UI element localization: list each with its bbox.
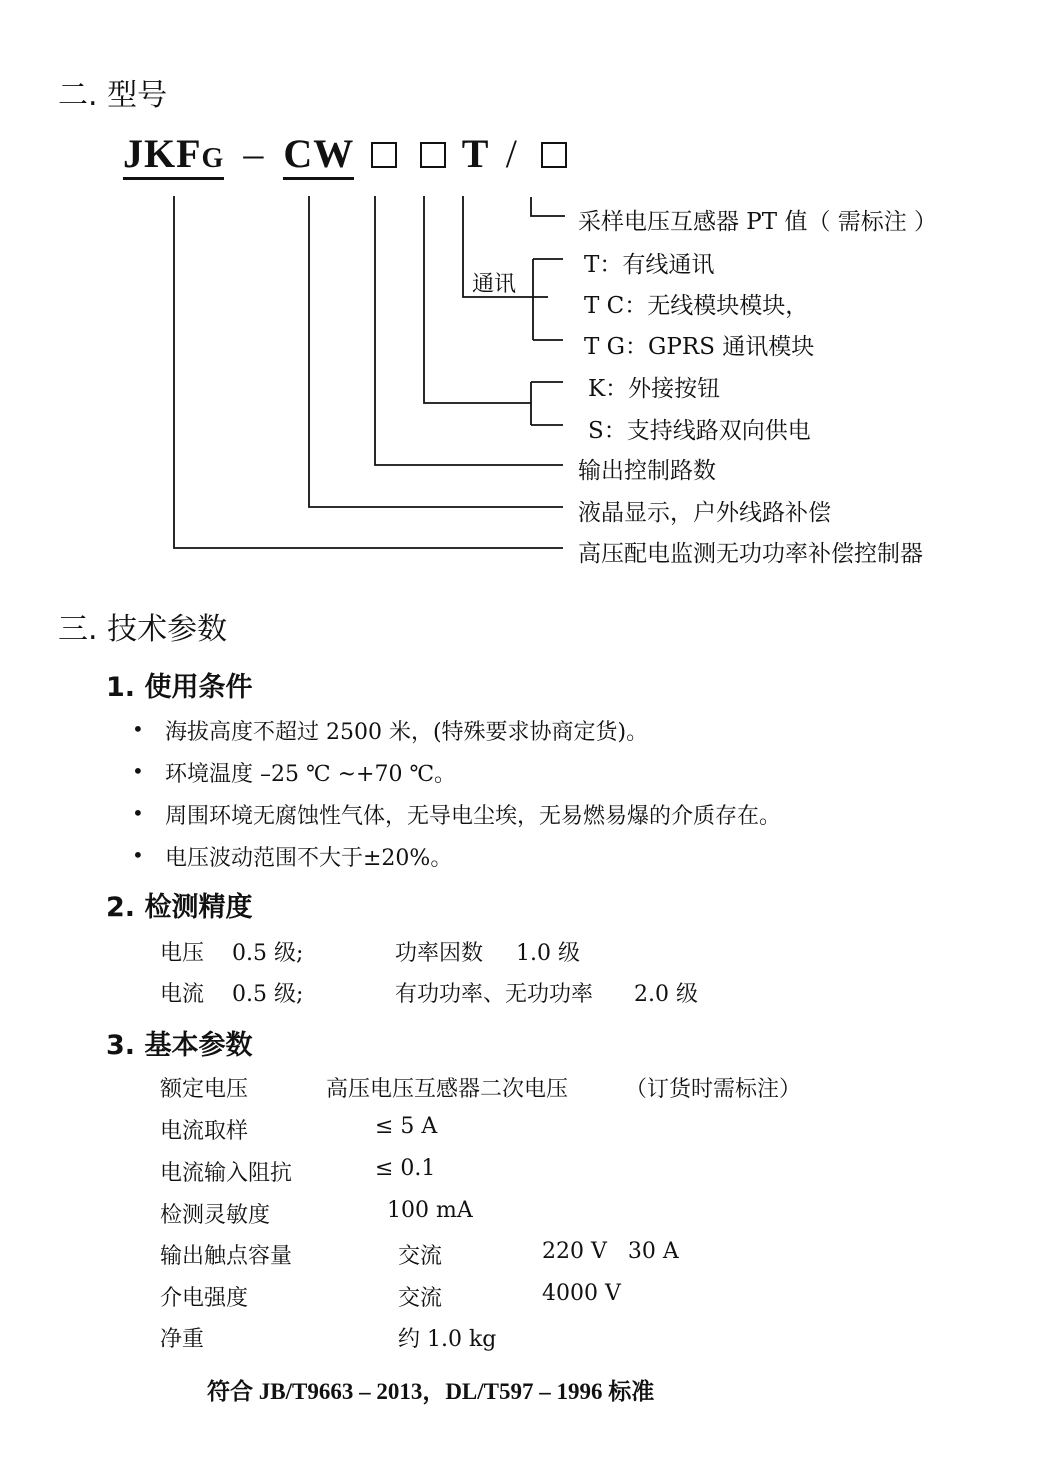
diagram-label-lcd: 液晶显示，户外线路补偿 xyxy=(578,500,831,526)
param-key: 额定电压 xyxy=(160,1077,249,1102)
accuracy-cell: 1.0 级 xyxy=(516,941,580,966)
param-value: 约 1.0 kg xyxy=(398,1327,497,1352)
diagram-label-s: S：支持线路双向供电 xyxy=(588,418,811,444)
model-code-cw: CW xyxy=(283,131,353,180)
conditions-title: 1. 使用条件 xyxy=(106,672,253,703)
diagram-label-output: 输出控制路数 xyxy=(578,458,716,484)
param-key: 净重 xyxy=(160,1327,205,1352)
bullet: • xyxy=(132,759,144,783)
standard-compliance: 符合 JB/T9663 – 2013，DL/T597 – 1996 标准 xyxy=(207,1379,655,1404)
param-value: ≤ 5 A xyxy=(375,1114,438,1139)
condition-item: 环境温度 –25 ℃ ~+70 ℃。 xyxy=(165,762,457,787)
param-key: 介电强度 xyxy=(160,1286,249,1311)
section-title-model: 二. 型号 xyxy=(58,78,168,113)
param-value: 100 mA xyxy=(387,1198,473,1223)
accuracy-title: 2. 检测精度 xyxy=(106,892,253,923)
accuracy-cell: 功率因数 xyxy=(395,941,484,966)
bullet: • xyxy=(132,717,144,741)
model-code-slash: / xyxy=(505,131,518,176)
param-value: 交流 xyxy=(398,1244,443,1269)
diagram-label-tg: T G：GPRS 通讯模块 xyxy=(584,334,815,360)
diagram-label-tc: T C：无线模块模块， xyxy=(584,293,809,319)
accuracy-cell: 2.0 级 xyxy=(634,982,698,1007)
model-code-jkf: JKF xyxy=(123,131,202,176)
param-value: ≤ 0.1 xyxy=(375,1156,436,1181)
bullet: • xyxy=(132,843,144,867)
model-code-g: G xyxy=(201,143,225,174)
diagram-label-t: T：有线通讯 xyxy=(584,252,715,278)
condition-item: 海拔高度不超过 2500 米，(特殊要求协商定货)。 xyxy=(165,720,649,745)
param-value-2: （订货时需标注） xyxy=(625,1077,802,1102)
model-code-t: T xyxy=(461,131,489,176)
accuracy-cell: 0.5 级; xyxy=(232,982,304,1007)
param-key: 电流取样 xyxy=(160,1119,249,1144)
param-key: 电流输入阻抗 xyxy=(160,1161,293,1186)
param-key: 检测灵敏度 xyxy=(160,1203,271,1228)
param-value-2: 220 V 30 A xyxy=(542,1239,679,1264)
diagram-label-k: K：外接按钮 xyxy=(588,376,721,402)
accuracy-cell: 0.5 级; xyxy=(232,941,304,966)
diagram-label-pt: 采样电压互感器 PT 值（ 需标注 ） xyxy=(578,209,938,235)
section-title-specs: 三. 技术参数 xyxy=(58,612,228,647)
param-value-2: 4000 V xyxy=(542,1281,621,1306)
basic-title: 3. 基本参数 xyxy=(106,1030,253,1061)
accuracy-cell: 电流 xyxy=(160,982,205,1007)
param-value: 高压电压互感器二次电压 xyxy=(326,1077,569,1102)
param-key: 输出触点容量 xyxy=(160,1244,293,1269)
condition-item: 周围环境无腐蚀性气体，无导电尘埃，无易燃易爆的介质存在。 xyxy=(165,804,782,829)
accuracy-cell: 电压 xyxy=(160,941,205,966)
comm-label: 通讯 xyxy=(472,272,517,297)
bullet: • xyxy=(132,801,144,825)
model-code-dash: – xyxy=(243,131,265,176)
param-value: 交流 xyxy=(398,1286,443,1311)
accuracy-cell: 有功功率、无功功率 xyxy=(395,982,594,1007)
diagram-label-main: 高压配电监测无功功率补偿控制器 xyxy=(578,541,923,567)
condition-item: 电压波动范围不大于±20%。 xyxy=(165,846,453,871)
